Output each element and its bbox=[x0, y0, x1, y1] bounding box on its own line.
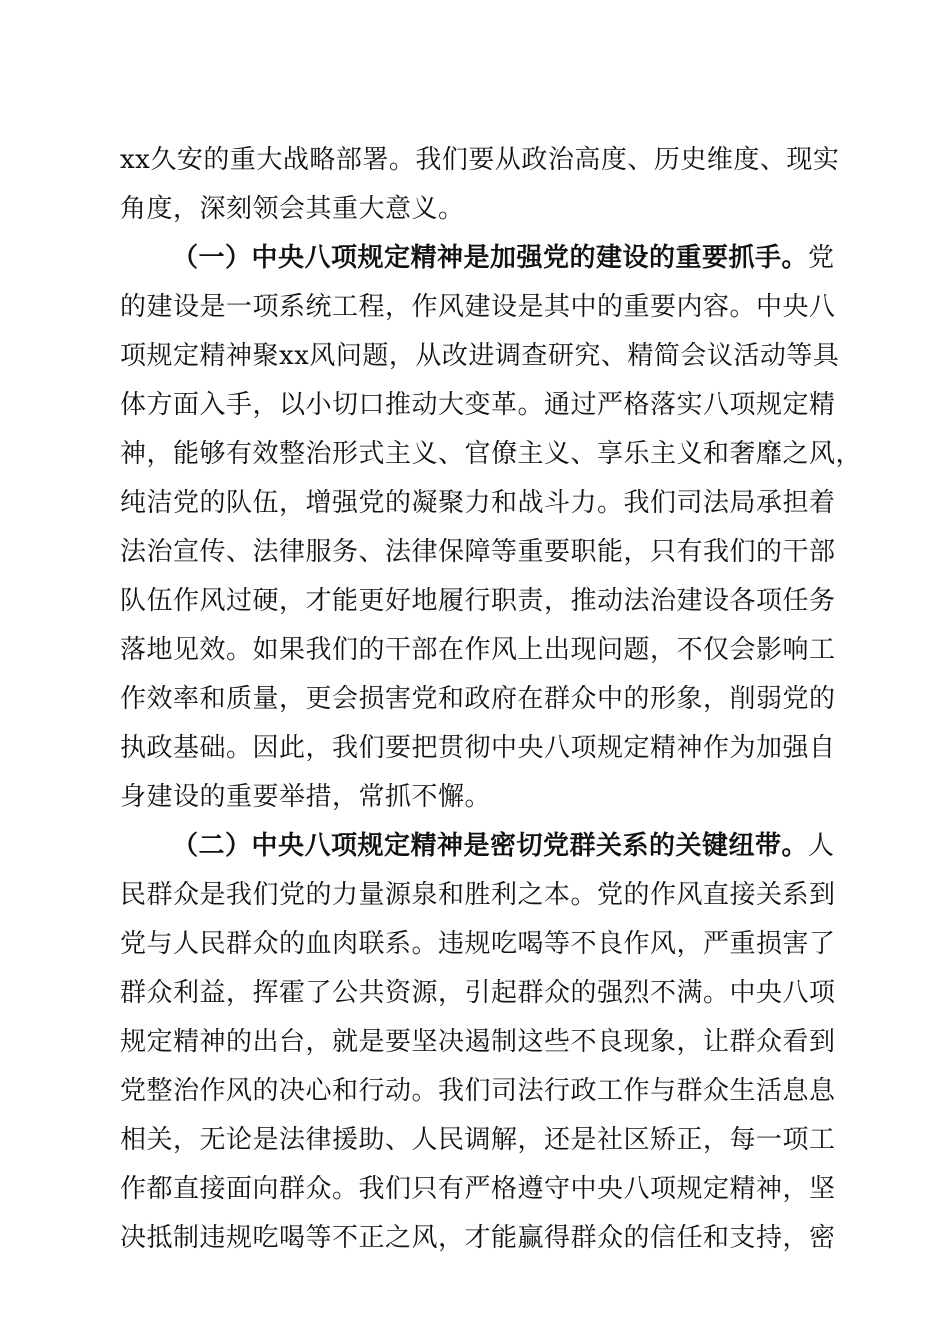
paragraph-line: xx久安的重大战略部署。我们要从政治高度、历史维度、现实 bbox=[120, 145, 840, 175]
section-two-heading: （二）中央八项规定精神是密切党群关系的关键纽带。 bbox=[172, 831, 809, 861]
paragraph-line: 神，能够有效整治形式主义、官僚主义、享乐主义和奢靡之风， bbox=[120, 439, 863, 469]
paragraph-line: 角度，深刻领会其重大意义。 bbox=[120, 194, 465, 224]
paragraph-line: 纯洁党的队伍，增强党的凝聚力和战斗力。我们司法局承担着 bbox=[120, 488, 836, 518]
section-one-heading: （一）中央八项规定精神是加强党的建设的重要抓手。 bbox=[172, 243, 809, 273]
paragraph-line: 身建设的重要举措，常抓不懈。 bbox=[120, 782, 492, 812]
paragraph-line: 体方面入手，以小切口推动大变革。通过严格落实八项规定精 bbox=[120, 390, 836, 420]
paragraph-line: 落地见效。如果我们的干部在作风上出现问题，不仅会影响工 bbox=[120, 635, 836, 665]
paragraph-line: 党与人民群众的血肉联系。违规吃喝等不良作风，严重损害了 bbox=[120, 929, 836, 959]
paragraph-line: 党整治作风的决心和行动。我们司法行政工作与群众生活息息 bbox=[120, 1076, 836, 1106]
paragraph-line: 民群众是我们党的力量源泉和胜利之本。党的作风直接关系到 bbox=[120, 880, 836, 910]
paragraph-line: 决抵制违规吃喝等不正之风，才能赢得群众的信任和支持，密 bbox=[120, 1223, 836, 1253]
paragraph-line: 群众利益，挥霍了公共资源，引起群众的强烈不满。中央八项 bbox=[120, 978, 836, 1008]
paragraph-line: 队伍作风过硬，才能更好地履行职责，推动法治建设各项任务 bbox=[120, 586, 836, 616]
section-one-first-line-tail: 党 bbox=[808, 243, 835, 273]
paragraph-line: 作都直接面向群众。我们只有严格遵守中央八项规定精神，坚 bbox=[120, 1174, 836, 1204]
paragraph-line: 作效率和质量，更会损害党和政府在群众中的形象，削弱党的 bbox=[120, 684, 836, 714]
section-two-first-line bbox=[172, 826, 835, 866]
paragraph-line: 的建设是一项系统工程，作风建设是其中的重要内容。中央八 bbox=[120, 292, 836, 322]
paragraph-line: 相关，无论是法律援助、人民调解，还是社区矫正，每一项工 bbox=[120, 1125, 836, 1155]
paragraph-line: 执政基础。因此，我们要把贯彻中央八项规定精神作为加强自 bbox=[120, 733, 836, 763]
paragraph-line: 规定精神的出台，就是要坚决遏制这些不良现象，让群众看到 bbox=[120, 1027, 836, 1057]
paragraph-line: 法治宣传、法律服务、法律保障等重要职能，只有我们的干部 bbox=[120, 537, 836, 567]
section-one-first-line bbox=[172, 238, 835, 278]
paragraph-line: 项规定精神聚xx风问题，从改进调查研究、精简会议活动等具 bbox=[120, 341, 840, 371]
section-two-first-line-tail: 人 bbox=[808, 831, 835, 861]
